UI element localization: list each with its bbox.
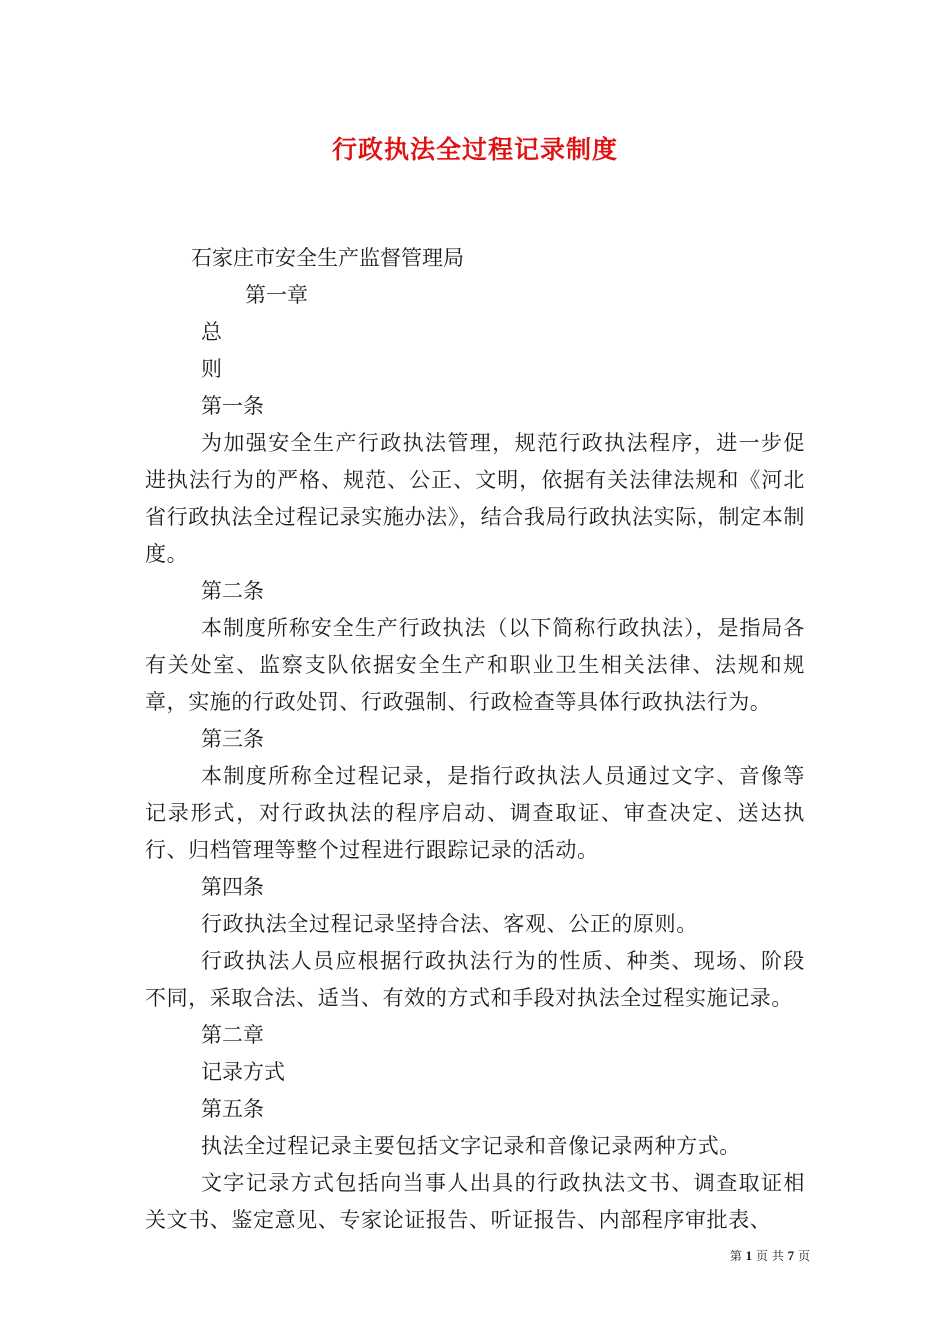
article-5-text-1: 执法全过程记录主要包括文字记录和音像记录两种方式。 <box>201 1134 741 1158</box>
chapter-2-label: 第二章 <box>201 1023 264 1047</box>
page-suffix: 页 <box>797 1249 810 1263</box>
article-1-text: 为加强安全生产行政执法管理，规范行政执法程序，进一步促进执法行为的严格、规范、公正、文明，依据有关法律法规和《河北省行政执法全过程记录实施办法》，结合我局行政执法实际，制定本制度。 <box>145 431 805 566</box>
chapter-1-title-part-2: 则 <box>201 357 222 381</box>
article-3-text: 本制度所称全过程记录，是指行政执法人员通过文字、音像等记录形式，对行政执法的程序启动、调查取证、审查决定、送达执行、归档管理等整个过程进行跟踪记录的活动。 <box>145 764 805 862</box>
organization-name: 石家庄市安全生产监督管理局 <box>191 246 464 270</box>
page-middle-text: 页 共 <box>756 1249 784 1263</box>
page-number-footer <box>700 1247 810 1264</box>
article-4-label: 第四条 <box>201 875 264 899</box>
chapter-1-label: 第一章 <box>245 283 308 307</box>
article-5-text-2: 文字记录方式包括向当事人出具的行政执法文书、调查取证相关文书、鉴定意见、专家论证报告、听证报告、内部程序审批表、 <box>145 1171 805 1232</box>
page-total-number: 7 <box>787 1248 795 1263</box>
article-2-label: 第二条 <box>201 579 264 603</box>
page-prefix: 第 <box>729 1249 742 1263</box>
article-3-label: 第三条 <box>201 727 264 751</box>
chapter-2-title: 记录方式 <box>201 1060 285 1084</box>
article-4-text-2: 行政执法人员应根据行政执法行为的性质、种类、现场、阶段不同，采取合法、适当、有效的方式和手段对执法全过程实施记录。 <box>145 949 805 1010</box>
article-5-label: 第五条 <box>201 1097 264 1121</box>
chapter-1-title-part-1: 总 <box>201 320 222 344</box>
article-2-text: 本制度所称安全生产行政执法（以下简称行政执法），是指局各有关处室、监察支队依据安全生产和职业卫生相关法律、法规和规章，实施的行政处罚、行政强制、行政检查等具体行政执法行为。 <box>145 616 805 714</box>
document-body <box>145 240 805 1239</box>
article-1-label: 第一条 <box>201 394 264 418</box>
document-title: 行政执法全过程记录制度 <box>331 135 618 164</box>
article-4-text-1: 行政执法全过程记录坚持合法、客观、公正的原则。 <box>201 912 698 936</box>
page-current-number: 1 <box>745 1248 753 1263</box>
